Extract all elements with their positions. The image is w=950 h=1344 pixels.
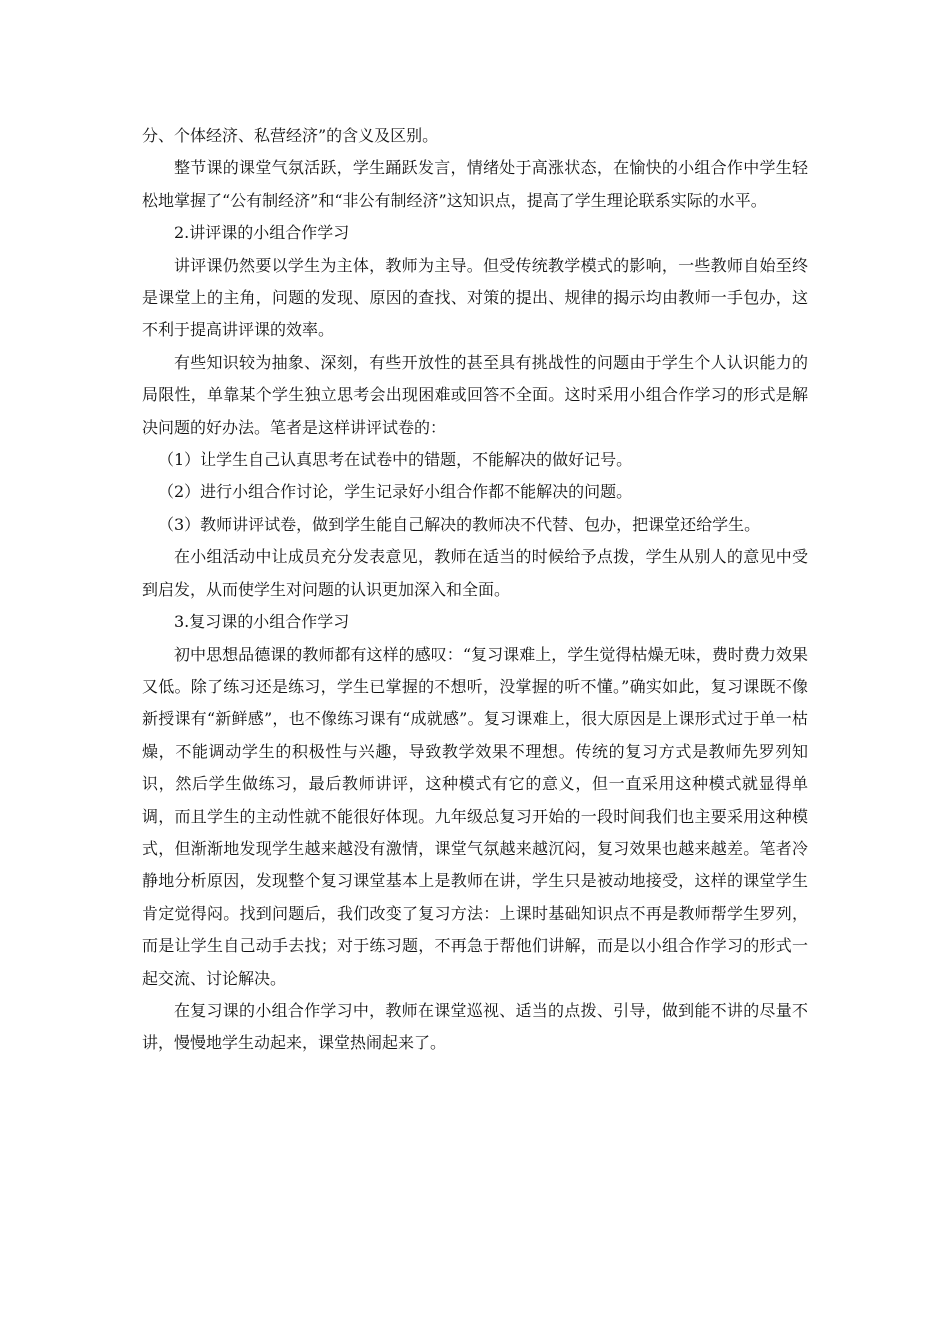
- list-item-step-3: （3）教师讲评试卷，做到学生能自己解决的教师决不代替、包办，把课堂还给学生。: [158, 514, 761, 534]
- section-heading-revision-lesson: 3.复习课的小组合作学习: [174, 612, 350, 632]
- paragraph-review-lesson-intro: 讲评课仍然要以学生为主体，教师为主导。但受传统教学模式的影响，一些教师自始至终是课堂上的主角，问题的发现、原因的查找、对策的提出、规律的揭示均由教师一手包办，这不利于提高讲评课的效率。: [142, 255, 808, 340]
- paragraph-abstract-knowledge: 有些知识较为抽象、深刻，有些开放性的甚至具有挑战性的问题由于学生个人认识能力的局限性，单靠某个学生独立思考会出现困难或回答不全面。这时采用小组合作学习的形式是解决问题的好办法。笔者是这样讲评试卷的：: [142, 352, 808, 437]
- paragraph-continuation: 分、个体经济、私营经济”的含义及区别。: [142, 126, 439, 145]
- paragraph-group-activity: 在小组活动中让成员充分发表意见，教师在适当的时候给予点拨，学生从别人的意见中受到启发，从而使学生对问题的认识更加深入和全面。: [142, 547, 808, 599]
- paragraph-revision-conclusion: 在复习课的小组合作学习中，教师在课堂巡视、适当的点拨、引导，做到能不讲的尽量不讲，慢慢地学生动起来，课堂热闹起来了。: [142, 1000, 808, 1053]
- list-item-step-1: （1）让学生自己认真思考在试卷中的错题，不能解决的做好记号。: [158, 450, 633, 470]
- document-body: [142, 120, 808, 1060]
- paragraph-classroom-atmosphere: 整节课的课堂气氛活跃，学生踊跃发言，情绪处于高涨状态，在愉快的小组合作中学生轻松地掌握了“公有制经济”和“非公有制经济”这知识点，提高了学生理论联系实际的水平。: [142, 158, 808, 210]
- list-item-step-2: （2）进行小组合作讨论，学生记录好小组合作都不能解决的问题。: [158, 482, 633, 502]
- paragraph-revision-lesson-body: 初中思想品德课的教师都有这样的感叹：“复习课难上，学生觉得枯燥无味，费时费力效果又低。除了练习还是练习，学生已掌握的不想听，没掌握的听不懂。”确实如此，复习课既不像新授课有“新鲜感”，也不像练习课有“成就感”。复习课难上，很大原因是上课形式过于单一枯燥，不能调动学生的积极性与兴趣，导致教学效果不理想。传统的复习方式是教师先罗列知识，然后学生做练习，最后教师讲评，这种模式有它的意义，但一直采用这种模式就显得单调，而且学生的主动性就不能很好体现。九年级总复习开始的一段时间我们也主要采用这种模式，但渐渐地发现学生越来越没有激情，课堂气氛越来越沉闷，复习效果也越来越差。笔者冷静地分析原因，发现整个复习课堂基本上是教师在讲，学生只是被动地接受，这样的课堂学生肯定觉得闷。找到问题后，我们改变了复习方法：上课时基础知识点不再是教师帮学生罗列，而是让学生自己动手去找；对于练习题，不再急于帮他们讲解，而是以小组合作学习的形式一起交流、讨论解决。: [142, 644, 808, 988]
- section-heading-review-lesson: 2.讲评课的小组合作学习: [174, 223, 350, 243]
